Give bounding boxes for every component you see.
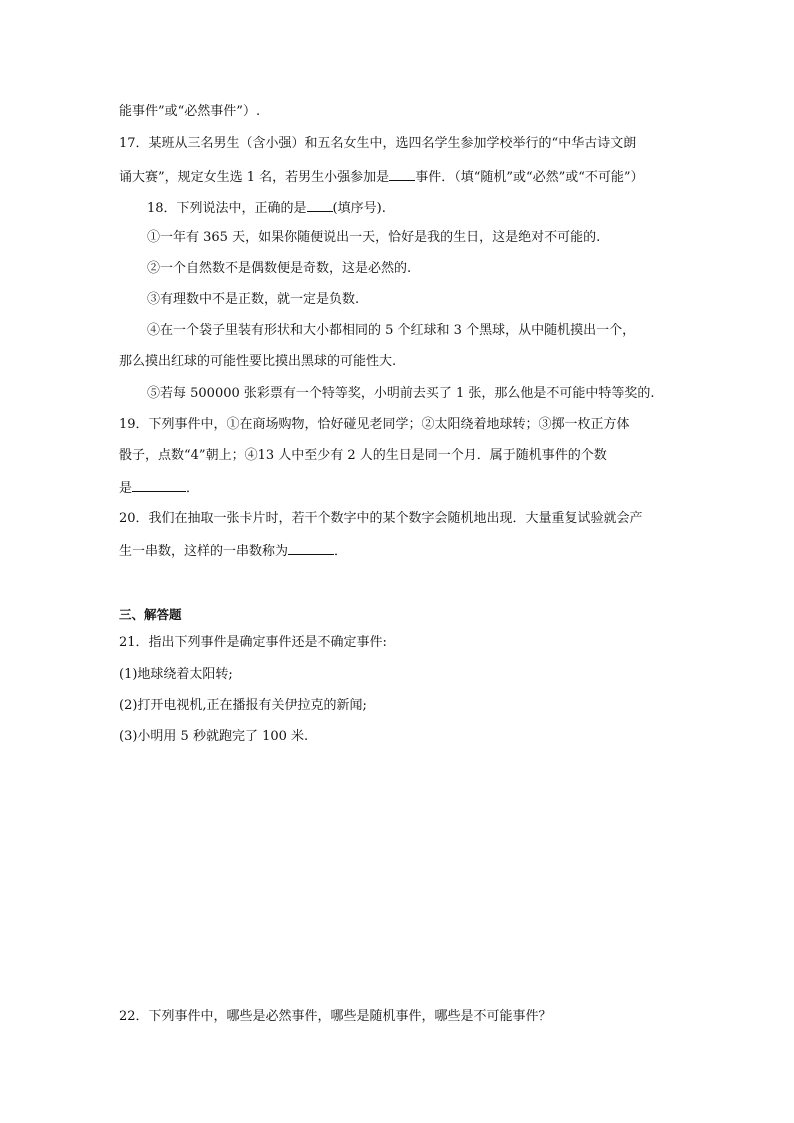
q18-item-2: ②一个自然数不是偶数便是奇数，这是必然的. — [147, 261, 412, 276]
q19-line3 — [119, 477, 199, 499]
q18-item-1: ①一年有 365 天，如果你随便说出一天，恰好是我的生日，这是绝对不可能的. — [147, 230, 601, 245]
q19-line2: 骰子，点数“4”朝上；④13 人中至少有 2 人的生日是同一个月．属于随机事件的个数 — [119, 448, 607, 463]
q19-line1: 19．下列事件中，①在商场购物，恰好碰见老同学；②太阳绕着地球转；③掷一枚正方体 — [119, 417, 630, 432]
q17-text-before-blank: 诵大赛”，规定女生选 1 名，若男生小强参加是 — [119, 170, 390, 185]
q21-item-3: (3)小明用 5 秒就跑完了 100 米. — [119, 729, 309, 744]
q21-stem: 21．指出下列事件是确定事件还是不确定事件: — [119, 635, 387, 650]
q17-line1: 17．某班从三名男生（含小强）和五名女生中，选四名学生参加学校举行的“中华古诗文朗 — [119, 136, 637, 151]
q18-item-5: ⑤若每 500000 张彩票有一个特等奖，小明前去买了 1 张，那么他是不可能中特等奖的. — [147, 386, 655, 401]
q19-answer-blank — [132, 477, 186, 492]
q20-line2 — [119, 540, 347, 562]
q17-text-after-blank: 事件．（填“随机”或“必然”或“不可能”） — [415, 170, 644, 185]
continuation-line: 能事件”或“必然事件”）. — [119, 104, 261, 119]
q18-text-after-blank: (填序号). — [332, 201, 386, 216]
q21-item-1: (1)地球绕着太阳转; — [119, 667, 233, 682]
q20-line1: 20．我们在抽取一张卡片时，若干个数字中的某个数字会随机地出现．大量重复试验就会产 — [119, 511, 643, 526]
q18-answer-blank — [307, 197, 333, 212]
q20-text-after-blank: ． — [334, 544, 348, 559]
q18-text-before-blank: 18．下列说法中，正确的是 — [147, 201, 307, 216]
q19-text-after-blank: ． — [186, 481, 200, 496]
q17-answer-blank — [389, 166, 415, 181]
q22-stem: 22．下列事件中，哪些是必然事件，哪些是随机事件，哪些是不可能事件？ — [119, 1009, 552, 1024]
q18-item-4-continued: 那么摸出红球的可能性要比摸出黑球的可能性大. — [119, 354, 397, 369]
section-3-heading: 三、解答题 — [119, 607, 182, 622]
q17-line2 — [119, 166, 644, 188]
q18-item-3: ③有理数中不是正数，就一定是负数. — [147, 292, 360, 307]
q18-item-4: ④在一个袋子里装有形状和大小都相同的 5 个红球和 3 个黑球，从中随机摸出一个， — [147, 323, 636, 338]
q19-text-before-blank: 是 — [119, 481, 133, 496]
q21-item-2: (2)打开电视机,正在播报有关伊拉克的新闻; — [119, 698, 367, 713]
q20-answer-blank — [288, 540, 334, 555]
q18-stem — [147, 197, 386, 219]
q20-text-before-blank: 生一串数，这样的一串数称为 — [119, 544, 289, 559]
